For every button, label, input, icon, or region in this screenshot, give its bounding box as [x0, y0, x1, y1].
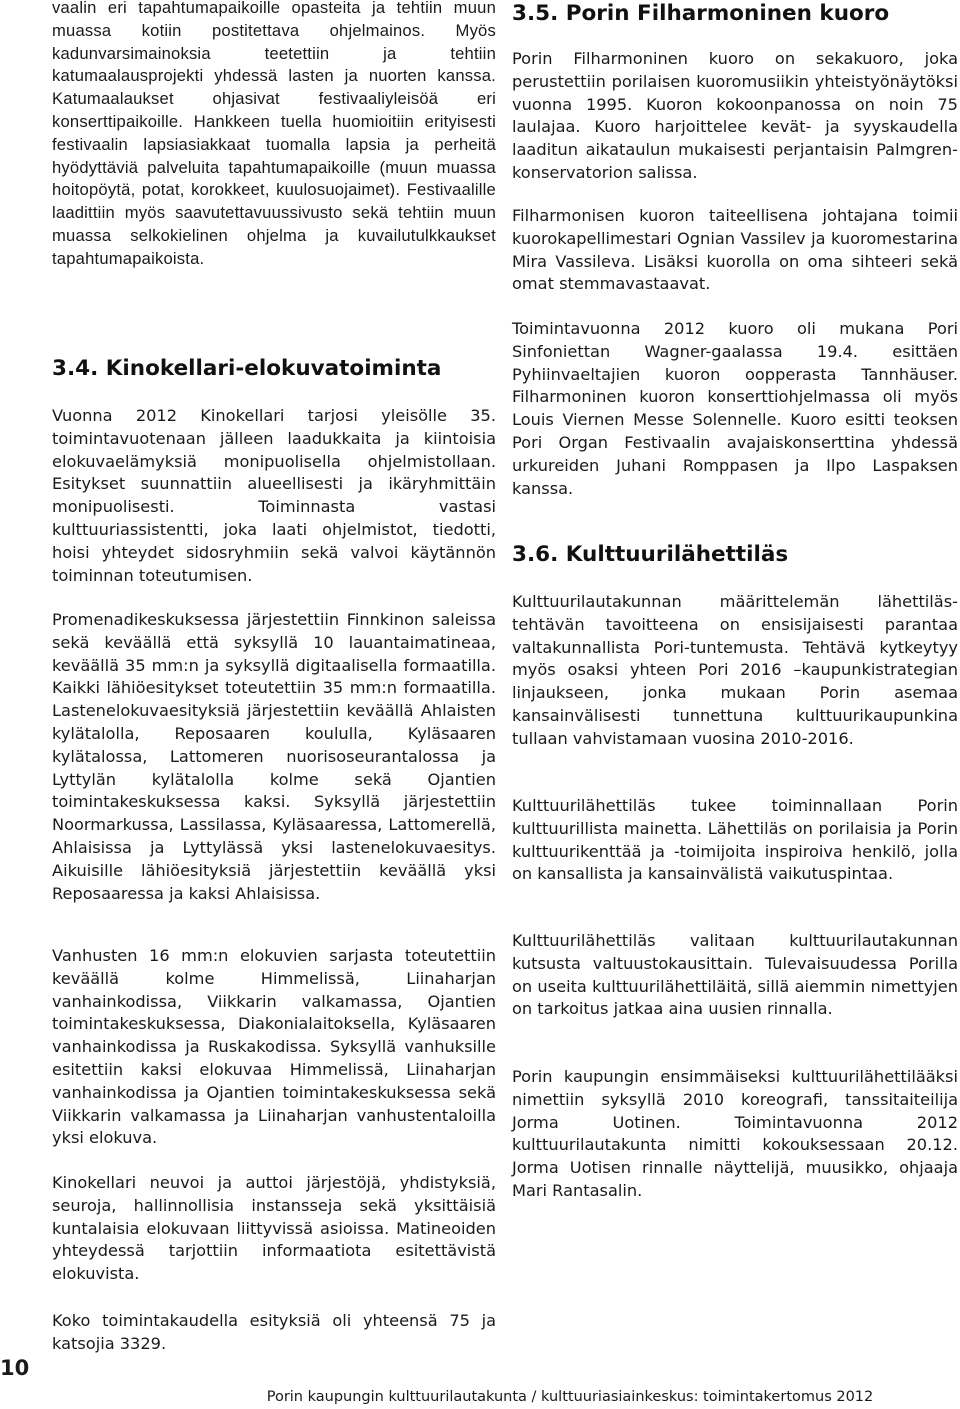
- paragraph-choir-intro: Porin Filharmoninen kuoro on sekakuoro, joka perustettiin porilaisen kuoromusiikin yhteistyönäytöksi vuonna 1995. Kuoron kokoonpanossa on noin 75 laulajaa. Kuoro harjoittelee kevät- ja syyskaudella laaditun aikataulun mukaisesti perjantaisin Palmgren-konservatorion salissa.: [512, 49, 958, 182]
- paragraph-ambassador-purpose: Kulttuurilautakunnan määrittelemän lähettiläs-tehtävän tavoitteena on ensisijaisesti parantaa valtakunnallista Pori-tuntemusta. Tehtävä kytkeytyy myös osaksi yhteen Pori 2016 –kaupunkistrategian linjaukseen, jonka mukaan Porin asemaa kansainvälisesti tunnettuna kulttuurikaupunkina tullaan vahvistamaan vuosina 2010-2016.: [512, 592, 958, 748]
- paragraph-ambassador-selection: Kulttuurilähettiläs valitaan kulttuurilautakunnan kutsusta valtuustokausittain. Tulevaisuudessa Porilla on useita kulttuurilähettiläitä, sillä aiemmin nimettyjen on tarkoitus jatkaa aina uusien rinnalla.: [512, 931, 958, 1019]
- paragraph-kinokellari-matinees: Promenadikeskuksessa järjestettiin Finnkinon saleissa sekä keväällä että syksyllä 10 lauantaimatineaa, keväällä 35 mm:n ja syksyllä digitaalisella formaatilla. Kaikki lähiöesitykset toteutettiin 35 mm:n formaatilla. Lastenelokuvaesityksiä järjestettiin keväällä Ahlaisten kylätalolla, Reposaaren koululla, Kyläsaaren kylätalossa, Lattomeren nuorisoseurantalossa ja Lyttylän kylätalolla kolme sekä Ojantien toimintakeskuksessa kaksi. Syksyllä järjestettiin Noormarkussa, Lassilassa, Kyläsaaressa, Lattomerellä, Ahlaisissa ja Lyttylässä yksi lastenelokuvaesitys. Aikuisille lähiöesityksiä järjestettiin keväällä yksi Reposaaressa ja kaksi Ahlaisissa.: [52, 610, 496, 903]
- paragraph-ambassador-appointments: Porin kaupungin ensimmäiseksi kulttuurilähettilääksi nimettiin syksyllä 2010 koreografi, tanssitaiteilija Jorma Uotinen. Toimintavuonna 2012 kulttuurilautakunta nimitti kokouksessaan 20.12. Jorma Uotisen rinnalle näyttelijä, muusikko, ohjaaja Mari Rantasalin.: [512, 1067, 958, 1200]
- paragraph-festival-accessibility: vaalin eri tapahtumapaikoille opasteita ja tehtiin muun muassa kotiin postitettava ohjelmainos. Myös kadunvarsimainoksia teetettiin ja tehtiin katumaalausprojekti yhdessä lasten ja nuorten kanssa. Katumaalaukset ohjasivat festivaaliyleisöä eri konserttipaikoille. Hankkeen tuella huomioitiin erityisesti festivaalin lapsiasiakkaat tuomalla lapsia ja perheitä hyödyttäviä palveluita tapahtumapaikoille (muun muassa hoitopöytä, potat, korokkeet, kuulosuojaimet). Festivaalille laadittiin myös saavutettavuussivusto sekä tehtiin muun muassa selkokielinen ohjelma ja kuvailutulkkaukset tapahtumapaikoista.: [52, 0, 496, 268]
- paragraph-kinokellari-intro: Vuonna 2012 Kinokellari tarjosi yleisölle 35. toimintavuotenaan jälleen laadukkaita ja kiintoisia elokuvaelämyksiä monipuolisella ohjelmistollaan. Esitykset suunnattiin alueellisesti ja ikäryhmittäin monipuolisesti. Toiminnasta vastasi kulttuuriassistentti, joka laati ohjelmistot, tiedotti, hoisi yhteydet sidosryhmiin sekä valvoi käytännön toiminnan toteutumisen.: [52, 406, 496, 585]
- paragraph-kinokellari-advice: Kinokellari neuvoi ja auttoi järjestöjä, yhdistyksiä, seuroja, hallinnollisia instansseja sekä yksittäisiä kuntalaisia elokuvaan liittyvissä asioissa. Matineoiden yhteydessä tarjottiin informaatiota esitettävistä elokuvista.: [52, 1173, 496, 1284]
- page-number: 10: [0, 1356, 30, 1380]
- section-heading-3-5: 3.5. Porin Filharmoninen kuoro: [512, 1, 890, 26]
- page-footer: Porin kaupungin kulttuurilautakunta / kulttuuriasiainkeskus: toimintakertomus 2012: [266, 1389, 874, 1405]
- section-heading-3-4: 3.4. Kinokellari-elokuvatoiminta: [52, 356, 442, 381]
- paragraph-ambassador-role: Kulttuurilähettiläs tukee toiminnallaan Porin kulttuurillista mainetta. Lähettiläs on porilaisia ja Porin kulttuurikenttää ja -toimijoita inspiroiva henkilö, jolla on kansallista ja kansainvälistä vaikutuspintaa.: [512, 796, 958, 884]
- paragraph-kinokellari-elderly: Vanhusten 16 mm:n elokuvien sarjasta toteutettiin keväällä kolme Himmelissä, Liinaharjan vanhainkodissa, Viikkarin valkamassa, Ojantien toimintakeskuksessa, Diakonialaitoksella, Kyläsaaren vanhainkodissa ja Ruskakodissa. Syksyllä vanhuksille esitettiin kaksi elokuvaa Himmelissä, Liinaharjan vanhainkodissa ja Ojantien toimintakeskuksessa sekä Viikkarin valkamassa ja Liinaharjan vanhustentaloilla yksi elokuva.: [52, 946, 496, 1148]
- paragraph-choir-leadership: Filharmonisen kuoron taiteellisena johtajana toimii kuorokapellimestari Ognian Vassilev ja kuoromestarina Mira Vassileva. Lisäksi kuorolla on oma sihteeri sekä omat stemmavastaavat.: [512, 206, 958, 294]
- section-heading-3-6: 3.6. Kulttuurilähettiläs: [512, 542, 789, 567]
- paragraph-choir-2012: Toimintavuonna 2012 kuoro oli mukana Pori Sinfoniettan Wagner-gaalassa 19.4. esittäen Pyhiinvaeltajien kuoron oopperasta Tannhäuser. Filharmoninen kuoron konserttiohjelmassa oli myös Louis Viernen Messe Solennelle. Kuoro esitti teoksen Pori Organ Festivaalin avajaiskonserttina yhdessä urkureiden Juhani Romppasen ja Ilpo Laspaksen kanssa.: [512, 319, 958, 498]
- paragraph-kinokellari-totals: Koko toimintakaudella esityksiä oli yhteensä 75 ja katsojia 3329.: [52, 1311, 496, 1353]
